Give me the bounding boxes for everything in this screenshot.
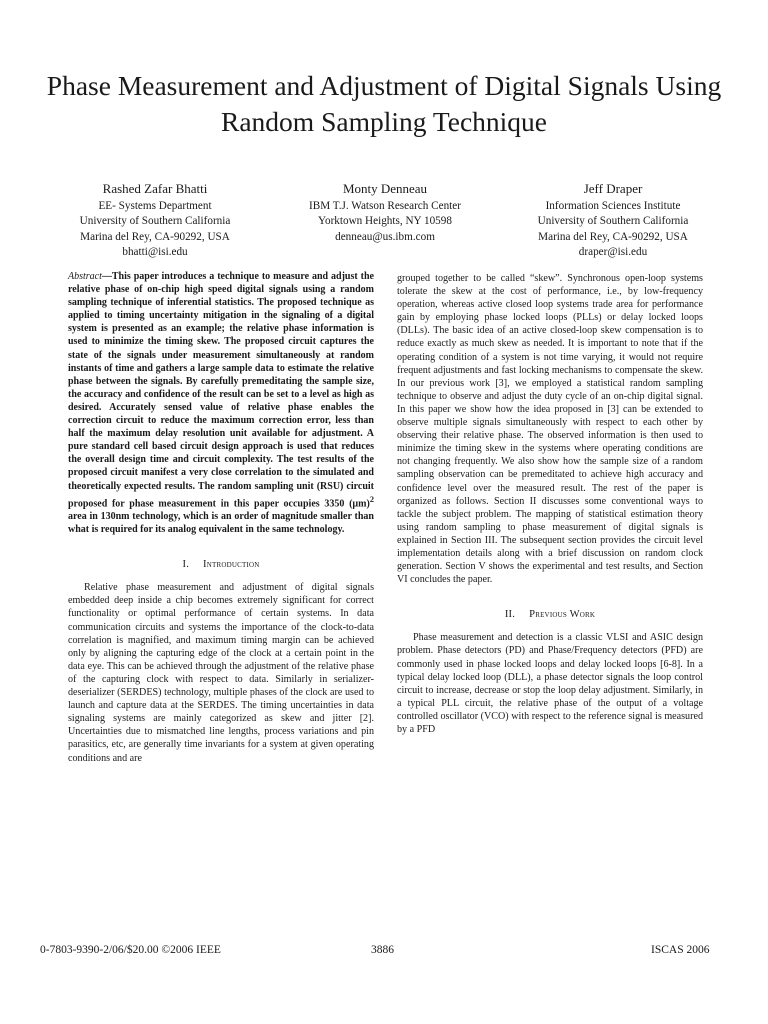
section-number: II. xyxy=(504,609,516,621)
paper-title: Phase Measurement and Adjustment of Digital Signals Using Random Sampling Technique xyxy=(46,70,722,137)
author-name: Rashed Zafar Bhatti xyxy=(102,181,208,196)
author-address: Marina del Rey, CA-90292, USA xyxy=(538,230,688,243)
section-number: I. xyxy=(182,559,190,571)
right-column xyxy=(397,272,703,736)
author-affiliation: University of Southern California xyxy=(537,215,689,228)
author-email: denneau@us.ibm.com xyxy=(335,230,435,243)
author-block-3 xyxy=(498,180,728,261)
author-address: Yorktown Heights, NY 10598 xyxy=(318,215,452,228)
abstract-label: Abstract xyxy=(68,271,102,282)
author-block-2 xyxy=(270,180,500,245)
left-column xyxy=(68,270,374,765)
author-name: Jeff Draper xyxy=(583,181,643,196)
section-title: Previous Work xyxy=(529,609,596,621)
previous-work-paragraph: Phase measurement and detection is a classic VLSI and ASIC design problem. Phase detectors (PD) and Phase/Frequency detectors (PFD) are commonly used in phase locked loops and delay locked loops [6-8]. In a typical delay locked loop (DLL), a phase detector signals the loop control circuit to increase, decrease or stop the loop delay adjustment. Similarly, in a typical PLL circuit, the relative phase of the output of a voltage controlled oscillator (VCO) with respect to the reference signal is measured by a PFD xyxy=(397,632,703,735)
author-block-1 xyxy=(40,180,270,261)
abstract-body: —This paper introduces a technique to measure and adjust the relative phase of on-chip high speed digital signals using a random sampling technique of inferential statistics. The proposed technique as applied to timing uncertainty mitigation in the signaling of a digital system is presented as an example; the relative phase information is used to minimize the timing skew. The proposed circuit captures the state of the signals under measurement simultaneously at random instants of time and gathers a large sample data to estimate the relative phase between the signals. By carefully premeditating the sample size, the accuracy and confidence of the result can be set to a level as high as desired. Accurately sensed value of relative phase enables the correction circuit to reduce the maximum correction error, less than half the maximum delay resolution unit available for adjustment. A pure standard cell based circuit design approach is used that reduces the overall design time and circuit complexity. The test results of the proposed circuit manifest a very close correlation to the simulated and theoretically expected results. The random sampling unit (RSU) circuit proposed for phase measurement in this paper occupies 3350 (µm) xyxy=(68,271,374,509)
section-title: Introduction xyxy=(203,559,260,571)
abstract xyxy=(68,270,374,536)
author-affiliation: University of Southern California xyxy=(79,215,231,228)
author-affiliation: Information Sciences Institute xyxy=(545,200,681,212)
author-name: Monty Denneau xyxy=(342,181,428,196)
author-affiliation: EE- Systems Department xyxy=(98,200,212,212)
introduction-paragraph: Relative phase measurement and adjustment of digital signals embedded deep inside a chip becomes extremely significant for correct functionality or optimal performance of certain systems. In data communication circuits and systems the importance of the clock-to-data correlation is magnified, and maximum timing margin can be achieved only by aligning the capturing edge of the clock at a certain point in the data eye. This can be achieved through the adjustment of the relative phase of the capturing clock with respect to data. Similarly in serializer-deserializer (SERDES) technology, multiple phases of the clock are used to launch and capture data at the SERDES. The timing uncertainties in data signaling systems are mainly categorized as skew and jitter [2]. Uncertainties due to mismatched line lengths, process variations and pin parasitics, etc, are generally time invariants for a system at given operating conditions and are xyxy=(68,582,374,764)
section-heading-introduction xyxy=(68,558,374,571)
author-email: bhatti@isi.edu xyxy=(122,246,188,259)
abstract-superscript: 2 xyxy=(369,494,374,504)
introduction-continuation: grouped together to be called “skew”. Synchronous open-loop systems tolerate the skew at the cost of performance, i.e., by low-frequency operation, whereas active closed loop systems trade area for performance gain by employing phase locked loops (PLLs) or delay locked loops (DLLs). The basic idea of an active closed-loop skew compensation is to reduce exactly as much skew as needed. It is important to note that if the operating condition of a system is not time varying, it would not require frequent adjustments and fast locking mechanisms to compensate the skew. In our previous work [3], we employed a statistical random sampling technique to observe and adjust the duty cycle of an on-chip digital signal. In this paper we show how the idea proposed in [3] can be extended to observe multiple signals simultaneously with respect to each other by observing their relative phase. The observed information is then used to minimize the timing skew in the systems where operating conditions are not changing frequently. We also show how the sample size of a random sampling observation can be premeditated to achieve high accuracy and confidence level over the measured result. The rest of the paper is organized as follows. Section II discusses some conventional ways to tackle the subject problem. The mapping of statistical estimation theory using random sampling to phase measurement of digital signals is explained in Section III. The subsequent section provides the circuit level implementation details along with a brief discussion on random clock generation. Section V shows the experimental and test results, and Section VI concludes the paper. xyxy=(397,273,703,586)
page-number: 3886 xyxy=(371,944,394,956)
author-affiliation: IBM T.J. Watson Research Center xyxy=(309,200,461,212)
copyright-line: 0-7803-9390-2/06/$20.00 ©2006 IEEE xyxy=(40,944,221,956)
abstract-tail: area in 130nm technology, which is an order of magnitude smaller than what is required for its analog equivalent in the same technology. xyxy=(68,511,374,536)
author-address: Marina del Rey, CA-90292, USA xyxy=(80,230,230,243)
conference-name: ISCAS 2006 xyxy=(651,944,710,956)
section-heading-previous-work xyxy=(397,608,703,621)
author-email: draper@isi.edu xyxy=(578,246,648,259)
